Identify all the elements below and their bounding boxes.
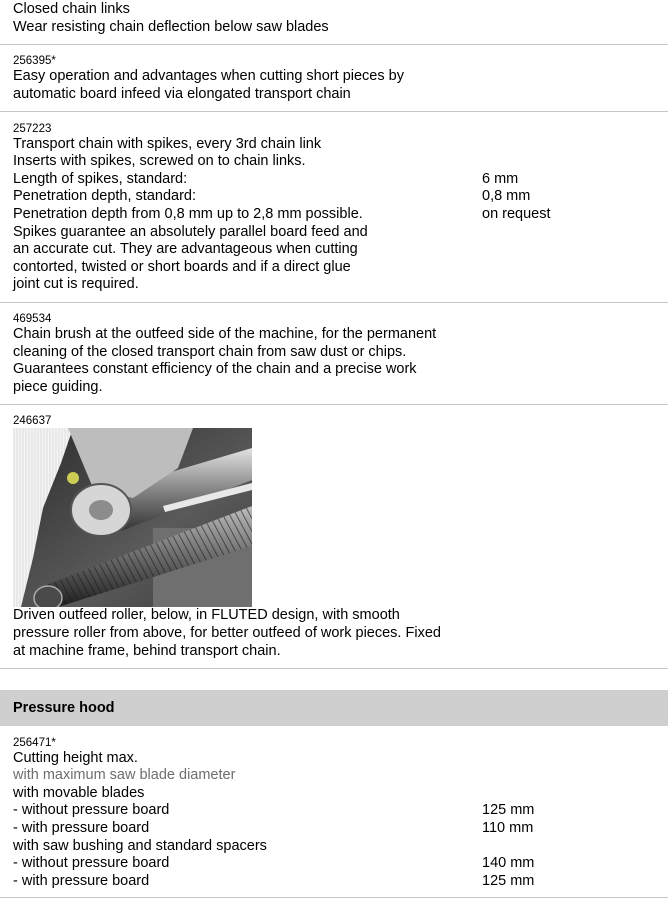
spec-value: 6 mm [482,171,519,187]
feature-line: Driven outfeed roller, below, in FLUTED design, with smooth [13,607,400,623]
spec-value: 0,8 mm [482,188,531,204]
feature-line: Wear resisting chain deflection below saw blades [13,19,329,35]
feature-line: pressure roller from above, for better outfeed of work pieces. Fixed [13,625,441,641]
spec-label: - with pressure board [13,873,150,889]
feature-line: Chain brush at the outfeed side of the machine, for the permanent [13,326,437,342]
spec-value: 125 mm [482,873,535,889]
spec-heading: Cutting height max. [13,750,138,766]
spec-subheading: with maximum saw blade diameter [13,767,236,783]
divider [0,897,668,898]
feature-line: Transport chain with spikes, every 3rd chain link [13,136,322,152]
divider [0,302,668,303]
spec-label: Penetration depth from 0,8 mm up to 2,8 mm possible. [13,206,363,222]
spec-value: 125 mm [482,802,535,818]
feature-line: at machine frame, behind transport chain. [13,643,281,659]
article-code: 246637 [13,415,52,427]
divider [0,111,668,112]
divider [0,404,668,405]
section-title: Pressure hood [13,700,115,716]
spec-label: - without pressure board [13,855,170,871]
spec-label: - with pressure board [13,820,150,836]
feature-line: contorted, twisted or short boards and if a direct glue [13,259,351,275]
feature-line: Guarantees constant efficiency of the chain and a precise work [13,361,417,377]
spec-label: Penetration depth, standard: [13,188,196,204]
feature-line: automatic board infeed via elongated transport chain [13,86,351,102]
feature-line: an accurate cut. They are advantageous when cutting [13,241,358,257]
spec-label: - without pressure board [13,802,170,818]
divider [0,668,668,669]
feature-line: piece guiding. [13,379,103,395]
spec-subheading: with saw bushing and standard spacers [13,838,267,854]
spec-value: 110 mm [482,820,534,836]
article-code: 256471* [13,737,56,749]
feature-line: Spikes guarantee an absolutely parallel board feed and [13,224,368,240]
feature-line: cleaning of the closed transport chain from saw dust or chips. [13,344,407,360]
article-code: 469534 [13,313,52,325]
spec-value: on request [482,206,551,222]
spec-value: 140 mm [482,855,535,871]
feature-line: Closed chain links [13,1,130,17]
outfeed-roller-photo [13,428,252,607]
feature-line: Inserts with spikes, screwed on to chain links. [13,153,306,169]
spec-subheading: with movable blades [13,785,145,801]
article-code: 256395* [13,55,56,67]
feature-line: Easy operation and advantages when cutting short pieces by [13,68,404,84]
divider [0,44,668,45]
feature-line: joint cut is required. [13,276,139,292]
article-code: 257223 [13,123,52,135]
spec-label: Length of spikes, standard: [13,171,188,187]
